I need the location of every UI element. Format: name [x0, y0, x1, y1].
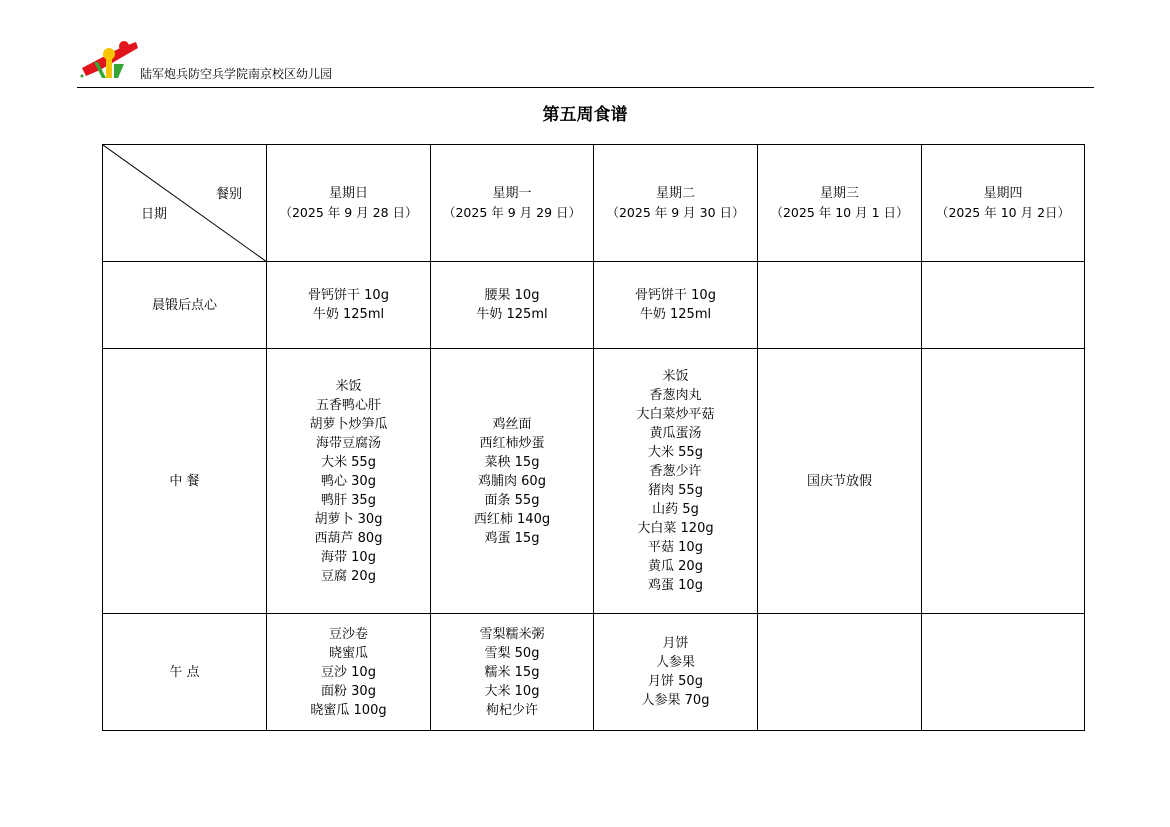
diagonal-line: [103, 145, 267, 262]
meal-header-label: 餐别: [215, 187, 242, 202]
menu-line: 雪梨 50g: [484, 645, 540, 661]
menu-line: 大白菜炒平菇: [636, 407, 715, 422]
header-divider: [77, 87, 1094, 88]
menu-line: 大米 55g: [648, 445, 703, 460]
menu-line: 牛奶 125ml: [312, 307, 385, 322]
day-name: 星期三: [819, 186, 859, 201]
day-header: [267, 145, 431, 262]
menu-line: 香葱肉丸: [649, 388, 702, 403]
menu-line: 晓蜜瓜: [328, 645, 368, 661]
menu-cell: [594, 614, 758, 731]
menu-line: 米饭: [335, 378, 362, 394]
menu-cell: [431, 614, 594, 731]
day-date: （2025 年 10 月 2日）: [935, 205, 1071, 220]
menu-line: 鸡丝面: [492, 416, 532, 432]
menu-cell-empty: [922, 349, 1085, 614]
menu-line: 大白菜 120g: [637, 521, 714, 536]
menu-line: 米饭: [662, 369, 689, 384]
menu-line: 海带 10g: [321, 549, 376, 565]
morning-snack-row: [103, 262, 1085, 349]
afternoon-snack-row: [103, 614, 1085, 731]
menu-line: 菜秧 15g: [484, 454, 540, 470]
menu-cell-empty: [758, 614, 922, 731]
menu-cell: [431, 262, 594, 349]
menu-line: 腰果 10g: [484, 288, 540, 303]
page-title: 第五周食谱: [542, 105, 628, 125]
day-date: （2025 年 9 月 30 日）: [606, 205, 745, 220]
menu-line: 面粉 30g: [321, 683, 376, 699]
menu-line: 人参果: [655, 655, 695, 670]
menu-line: 黄瓜 20g: [648, 559, 703, 574]
menu-cell-empty: [922, 262, 1085, 349]
menu-line: 面条 55g: [484, 492, 540, 508]
day-name: 星期二: [655, 186, 695, 201]
day-header: [431, 145, 594, 262]
menu-line: 雪梨糯米粥: [479, 626, 545, 642]
day-date: （2025 年 10 月 1 日）: [770, 205, 909, 220]
corner-cell: [103, 145, 267, 262]
menu-cell: [594, 262, 758, 349]
menu-line: 西红柿 140g: [473, 511, 551, 527]
menu-line: 黄瓜蛋汤: [649, 426, 702, 441]
menu-cell: [267, 349, 431, 614]
day-header: [758, 145, 922, 262]
menu-line: 山药 5g: [652, 502, 699, 517]
day-date: （2025 年 9 月 29 日）: [442, 205, 582, 220]
menu-line: 豆沙卷: [328, 626, 368, 642]
menu-line: 骨钙饼干 10g: [635, 288, 716, 303]
menu-line: 糯米 15g: [484, 664, 540, 680]
menu-line: 鸭肝 35g: [321, 492, 376, 508]
menu-line: 鸡蛋 10g: [648, 578, 703, 593]
day-name: 星期四: [983, 186, 1023, 201]
holiday-note: 国庆节放假: [758, 349, 922, 614]
menu-line: 大米 10g: [484, 683, 540, 699]
menu-cell-empty: [758, 262, 922, 349]
menu-line: 胡萝卜 30g: [314, 511, 383, 527]
menu-line: 骨钙饼干 10g: [308, 288, 389, 303]
day-name: 星期一: [492, 186, 532, 201]
menu-line: 西葫芦 80g: [314, 530, 383, 546]
menu-line: 鸭心 30g: [321, 473, 376, 489]
menu-cell: [431, 349, 594, 614]
menu-line: 鸡蛋 15g: [484, 530, 540, 546]
menu-line: 豆腐 20g: [321, 568, 376, 584]
menu-line: 五香鸭心肝: [315, 397, 381, 413]
lunch-row: [103, 349, 1085, 614]
menu-cell: [267, 262, 431, 349]
menu-line: 鸡脯肉 60g: [478, 473, 546, 489]
menu-line: 香葱少许: [649, 464, 702, 479]
day-date: （2025 年 9 月 28 日）: [279, 205, 418, 220]
menu-cell: [594, 349, 758, 614]
menu-line: 西红柿炒蛋: [479, 435, 545, 451]
day-header: [594, 145, 758, 262]
menu-line: 枸杞少许: [485, 702, 538, 718]
menu-line: 猪肉 55g: [648, 483, 703, 498]
row-label: 晨锻后点心: [103, 262, 267, 349]
kindergarten-logo: [80, 40, 140, 82]
header-row: [103, 145, 1085, 262]
date-header-label: 日期: [141, 207, 168, 222]
menu-line: 豆沙 10g: [321, 664, 376, 680]
school-name: 陆军炮兵防空兵学院南京校区幼儿园: [140, 67, 333, 81]
menu-line: 晓蜜瓜 100g: [310, 702, 387, 718]
menu-line: 月饼 50g: [648, 674, 703, 689]
menu-line: 海带豆腐汤: [315, 435, 381, 451]
menu-cell: [267, 614, 431, 731]
row-label: 中 餐: [103, 349, 267, 614]
row-label: 午 点: [103, 614, 267, 731]
menu-line: 平菇 10g: [648, 540, 703, 555]
menu-line: 月饼: [662, 636, 689, 651]
menu-line: 牛奶 125ml: [639, 307, 712, 322]
day-name: 星期日: [328, 186, 368, 201]
menu-line: 胡萝卜炒笋瓜: [309, 416, 388, 432]
menu-line: 人参果 70g: [641, 693, 710, 708]
menu-cell-empty: [922, 614, 1085, 731]
weekly-menu-table: [102, 144, 1085, 731]
menu-line: 大米 55g: [321, 454, 376, 470]
day-header: [922, 145, 1085, 262]
menu-line: 牛奶 125ml: [476, 307, 548, 322]
